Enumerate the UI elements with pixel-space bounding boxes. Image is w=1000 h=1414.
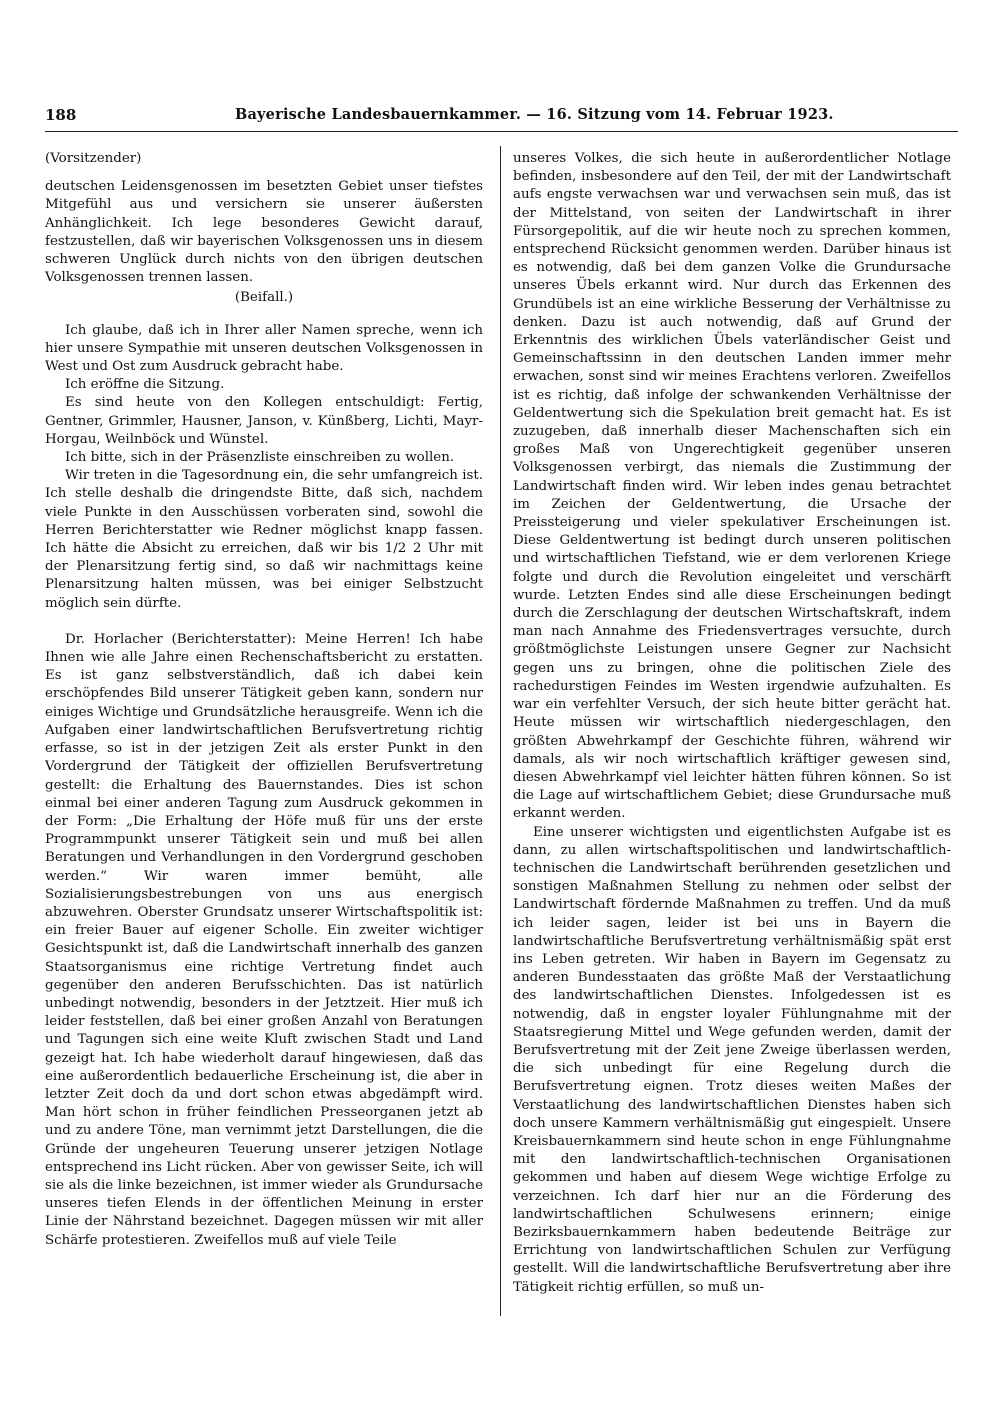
header-rule: [45, 131, 958, 132]
speech-horlacher: Dr. Horlacher (Berichterstatter): Meine Herren! Ich habe Ihnen wie alle Jahre einen Rechenschaftsbericht zu erstatten. Es ist ganz selbstverständlich, daß ich dabei kein erschöpfendes Bild unserer Tätigkeit geben kann, sondern nur einiges Wichtige und Grundsätzliche herausgreife. Wenn ich die Aufgaben einer landwirtschaftlichen Berufsvertretung richtig erfasse, so ist in der jetzigen Zeit als erster Punkt in den Vordergrund der Tätigkeit der offiziellen Berufsvertretung gestellt: die Erhaltung des Bauernstandes. Dies ist schon einmal bei einer anderen Tagung zum Ausdruck gekommen in der Form: „Die Erhaltung der Höfe muß für uns der erste Programmpunkt unserer Tätigkeit sein und muß bei allen Beratungen und Verhandlungen in den Vordergrund geschoben werden.“ Wir waren immer bemüht, alle Sozialisierungsbestrebungen von uns aus energisch abzuwehren. Oberster Grundsatz unserer Wirtschaftspolitik ist: ein freier Bauer auf eigener Scholle. Ein zweiter wichtiger Gesichtspunkt ist, daß die Landwirtschaft innerhalb des ganzen Staatsorganismus eine richtige Vertretung findet auch gegenüber den anderen Berufsschichten. Das ist natürlich unbedingt notwendig, besonders in der Jetztzeit. Hier muß ich leider feststellen, daß bei einer großen Anzahl von Beratungen und Tagungen sich eine weite Kluft zwischen Stadt und Land gezeigt hat. Ich habe wiederholt darauf hingewiesen, daß das eine außerordentlich bedauerliche Erscheinung ist, die aber in letzter Zeit doch da und dort schon etwas abgedämpft wird. Man hört schon in früher feindlichen Presseorganen jetzt ab und zu andere Töne, man vernimmt jetzt Darstellungen, die die Gründe der ungeheuren Teuerung unserer jetzigen Notlage entsprechend ins Licht rücken. Aber von gewisser Seite, ich will sie als die linke bezeichnen, ist immer wieder als Grundursache unseres tiefen Elends in der öffentlichen Meinung in erster Linie der Nährstand bezeichnet. Dagegen müssen wir mit aller Schärfe protestieren. Zweifellos muß auf viele Teile: [45, 631, 483, 1248]
speaker-label: (Vorsitzender): [45, 151, 142, 166]
paragraph: Wir treten in die Tagesordnung ein, die sehr umfangreich ist. Ich stelle deshalb die dringendste Bitte, daß sich, nachdem viele Punkte in den Ausschüssen vorberaten sind, sowohl die Herren Berichterstatter wie Redner möglichst knapp fassen. Ich hätte die Absicht zu erreichen, daß wir bis 1/2 2 Uhr mit der Plenarsitzung fertig sind, so daß wir nachmittags keine Plenarsitzung halten müssen, was bei einiger Selbstzucht möglich sein dürfte.: [45, 468, 483, 611]
paragraph: Ich glaube, daß ich in Ihrer aller Namen spreche, wenn ich hier unsere Sympathie mit unseren deutschen Volksgenossen in West und Ost zum Ausdruck gebracht habe.: [45, 322, 483, 375]
right-column: [513, 150, 951, 1297]
running-title: Bayerische Landesbauernkammer. — 16. Sitzung vom 14. Februar 1923.: [235, 106, 834, 123]
paragraph: unseres Volkes, die sich heute in außerordentlicher Notlage befinden, insbesondere auf den Teil, der mit der Landwirtschaft aufs engste verwachsen war und verwachsen sein muß, das ist der Mittelstand, von seiten der Landwirtschaft in ihrer Fürsorgepolitik, auf die wir heute noch zu sprechen kommen, entsprechend Rücksicht genommen werden. Darüber hinaus ist es notwendig, daß bei dem ganzen Volke die Grundursache unseres Übels erkannt wird. Nur durch das Erkennen des Grundübels ist an eine wirkliche Besserung der Verhältnisse zu denken. Dazu ist auch notwendig, daß auf Grund der Erkenntnis des wirklichen Übels vaterländischer Geist und Gemeinschaftssinn in den deutschen Landen immer mehr erwachen, sonst sind wir meines Erachtens verloren. Zweifellos ist es richtig, daß infolge der schwankenden Verhältnisse der Geldentwertung sich die Spekulation breit gemacht hat. Es ist zuzugeben, daß innerhalb dieser Machenschaften sich ein großes Maß von Ungerechtigkeit gegenüber unseren Volksgenossen verbirgt, das niemals die Zustimmung der Landwirtschaft finden wird. Wir leben indes genau betrachtet im Zeichen der Geldentwertung, die Ursache der Preissteigerung und vieler spekulativer Erscheinungen ist. Diese Geldentwertung ist bedingt durch unseren politischen und wirtschaftlichen Tiefstand, wie er dem verlorenen Kriege folgte und durch die Revolution eingeleitet und verschärft wurde. Letzten Endes sind alle diese Erscheinungen bedingt durch die Zerschlagung der deutschen Wirtschaftskraft, indem man nach Annahme des Friedensvertrages versuchte, durch größtmöglichste Leistungen unsere Gegner zur Nachsicht gegen uns zu bringen, ohne die politischen Ziele des rachedurstigen Feindes im Westen irgendwie aufzuhalten. Es war ein verfehlter Versuch, der sich heute bitter gerächt hat. Heute müssen wir wirtschaftlich niedergeschlagen, den größten Abwehrkampf der Geschichte führen, während wir damals, als wir noch wirtschaftlich kräftiger gewesen sind, diesen Abwehrkampf viel leichter hätten führen können. So ist die Lage auf wirtschaftlichem Gebiet; diese Grundursache muß erkannt werden.: [513, 151, 951, 822]
column-divider: [500, 146, 501, 1316]
section-gap: [45, 613, 483, 631]
applause-note: (Beifall.): [234, 290, 294, 306]
paragraph: Eine unserer wichtigsten und eigentlichsten Aufgabe ist es dann, zu allen wirtschaftspolitischen und landwirtschaftlich-technischen die Landwirtschaft berührenden gesetzlichen und sonstigen Maßnahmen Stellung zu nehmen oder selbst der Landwirtschaft fördernde Maßnahmen zu treffen. Und da muß ich leider sagen, leider ist bei uns in Bayern die landwirtschaftliche Berufsvertretung verhältnismäßig spät erst ins Leben getreten. Wir haben in Bayern im Gegensatz zu anderen Bundesstaaten das größte Maß der Verstaatlichung des landwirtschaftlichen Dienstes. Infolgedessen ist es notwendig, daß in engster loyaler Fühlungnahme mit der Staatsregierung Mittel und Wege gefunden werden, damit der Berufsvertretung mit der Zeit jene Zweige überlassen werden, die sich unbedingt für eine Regelung durch die Berufsvertretung eignen. Trotz dieses weiten Maßes der Verstaatlichung des landwirtschaftlichen Dienstes haben sich doch unsere Kammern verhältnismäßig gut eingespielt. Unsere Kreisbauernkammern sind heute schon in enge Fühlungnahme mit den landwirtschaftlich-technischen Organisationen gekommen und haben auf diesem Wege wichtige Erfolge zu verzeichnen. Ich darf hier nur an die Förderung des landwirtschaftlichen Schulwesens erinnern; einige Bezirksbauernkammern haben bedeutende Beiträge zur Errichtung von landwirtschaftlichen Schulen zur Verfügung gestellt. Will die landwirtschaftliche Berufsvertretung aber ihre Tätigkeit richtig erfüllen, so muß un-: [513, 824, 951, 1295]
paragraph: deutschen Leidensgenossen im besetzten Gebiet unser tiefstes Mitgefühl aus und versichern sie unserer äußersten Anhänglichkeit. Ich lege besonderes Gewicht darauf, festzustellen, daß wir bayerischen Volksgenossen uns in diesem schweren Unglück durch nichts von den übrigen deutschen Volksgenossen trennen lassen.: [45, 179, 483, 286]
page-header: [45, 106, 958, 130]
paragraph: Ich bitte, sich in der Präsenzliste einschreiben zu wollen.: [65, 450, 455, 466]
paragraph: Ich eröffne die Sitzung.: [65, 377, 225, 393]
left-column: [45, 150, 483, 1250]
page-number: 188: [45, 106, 77, 124]
paragraph: Es sind heute von den Kollegen entschuldigt: Fertig, Gentner, Grimmler, Hausner, Janson, v. Künßberg, Lichti, Mayr-Horgau, Weilnböck und Wünstel.: [45, 395, 483, 447]
